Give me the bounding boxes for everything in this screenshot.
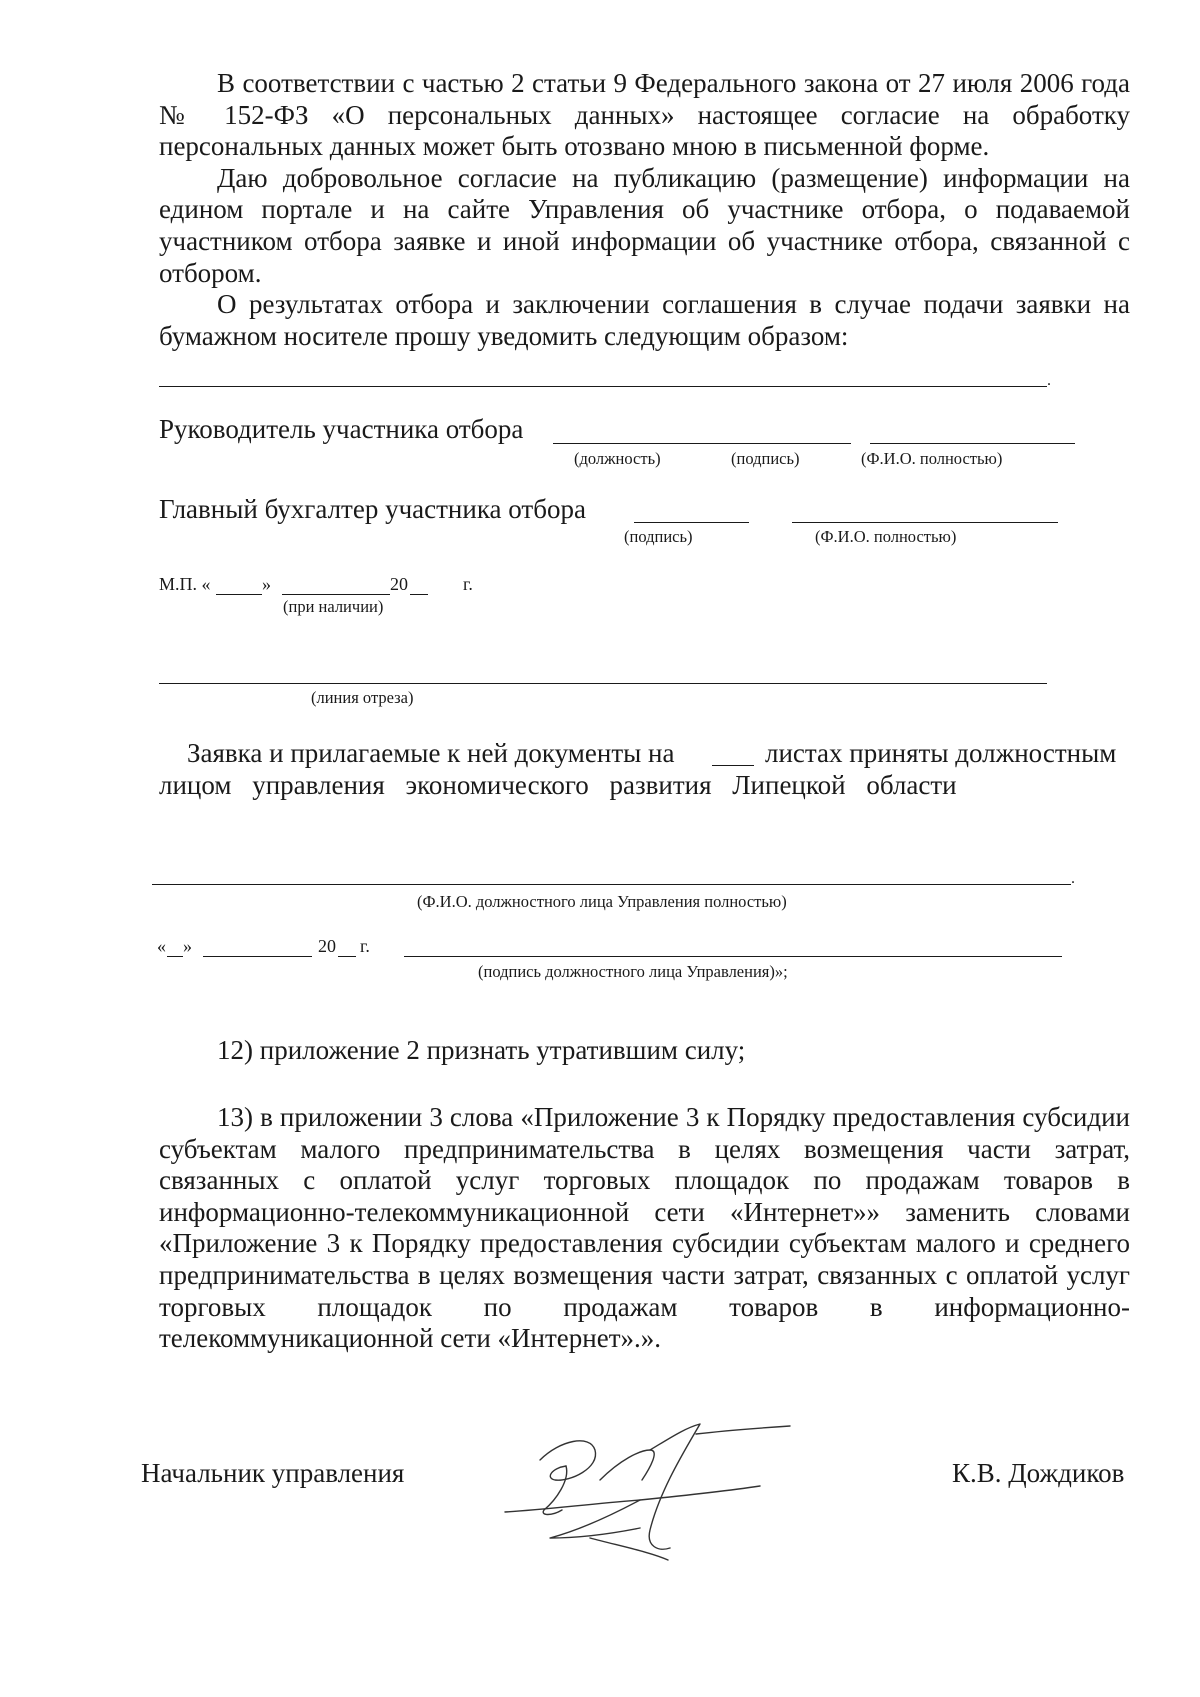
receipt-year-suffix: г. — [360, 936, 370, 956]
cut-line — [159, 683, 1047, 684]
handwritten-signature — [500, 1420, 800, 1570]
accountant-name-line — [792, 522, 1058, 523]
stamp-month-line — [282, 594, 390, 595]
official-name-caption: (Ф.И.О. должностного лица Управления полностью) — [417, 892, 787, 911]
paragraph-withdrawal: В соответствии с частью 2 статьи 9 Федерального закона от 27 июля 2006 года № 152-ФЗ «О персональных данных» настоящее согласие на обработку персональных данных может быть отозвано мною в письменной форме. — [159, 68, 1130, 162]
stamp-year: 20 — [390, 574, 408, 594]
receipt-line2: лицом управления экономического развития Липецкой области — [159, 770, 957, 800]
notification-line-period: . — [1047, 372, 1051, 389]
consent-paragraphs — [159, 68, 1130, 352]
head-signature-caption: (подпись) — [731, 449, 800, 468]
accountant-label: Главный бухгалтер участника отбора — [159, 494, 586, 524]
stamp-year-line — [410, 594, 428, 595]
receipt-date-open: « — [157, 936, 166, 956]
notification-method-line — [159, 386, 1047, 387]
paragraph-notification: О результатах отбора и заключении соглашения в случае подачи заявки на бумажном носителе прошу уведомить следующим образом: — [159, 289, 1130, 351]
stamp-day-line — [216, 594, 262, 595]
stamp-caption: (при наличии) — [283, 597, 384, 616]
official-name-line — [152, 884, 1071, 885]
cut-caption: (линия отреза) — [311, 688, 414, 707]
receipt-month-line — [203, 956, 312, 957]
receipt-sheets-line — [712, 765, 754, 766]
accountant-name-caption: (Ф.И.О. полностью) — [815, 527, 957, 546]
item-12: 12) приложение 2 признать утратившим силу; — [217, 1035, 746, 1065]
head-name-line — [870, 443, 1075, 444]
footer-name: К.В. Дождиков — [952, 1458, 1125, 1488]
receipt-line1-end: листах приняты должностным — [765, 738, 1117, 768]
item-13: 13) в приложении 3 слова «Приложение 3 к Порядку предоставления субсидии субъектам малого предпринимательства в целях возмещения части затрат, связанных с оплатой услуг торговых площадок по продажам товаров в информационно-телекоммуникационной сети «Интернет»» заменить словами «Приложение 3 к Порядку предоставления субсидии субъектам малого и среднего предпринимательства в целях возмещения части затрат, связанных с оплатой услуг торговых площадок по продажам товаров в информационно-телекоммуникационной сети «Интернет».». — [159, 1102, 1130, 1354]
head-position-signature-line — [553, 443, 851, 444]
head-position-caption: (должность) — [574, 449, 661, 468]
stamp-quote-close: » — [262, 574, 271, 594]
stamp-prefix: М.П. « — [159, 574, 211, 594]
accountant-signature-caption: (подпись) — [624, 527, 693, 546]
paragraph-publication: Даю добровольное согласие на публикацию (размещение) информации на едином портале и на сайте Управления об участнике отбора, о подаваемой участником отбора заявке и иной информации об участнике отбора, связанной с отбором. — [159, 162, 1130, 288]
item-13-block — [159, 1102, 1130, 1355]
receipt-line1-start: Заявка и прилагаемые к ней документы на — [187, 738, 675, 768]
head-name-caption: (Ф.И.О. полностью) — [861, 449, 1003, 468]
official-line-period: . — [1071, 870, 1075, 887]
stamp-year-suffix: г. — [463, 574, 473, 594]
receipt-year: 20 — [318, 936, 336, 956]
receipt-day-line — [167, 956, 183, 957]
receipt-year-line — [338, 956, 356, 957]
accountant-signature-line — [634, 522, 749, 523]
head-label: Руководитель участника отбора — [159, 414, 524, 444]
footer-position: Начальник управления — [141, 1458, 405, 1488]
receipt-date-close: » — [183, 936, 192, 956]
official-signature-caption: (подпись должностного лица Управления)»; — [478, 962, 788, 981]
official-signature-line — [404, 956, 1062, 957]
